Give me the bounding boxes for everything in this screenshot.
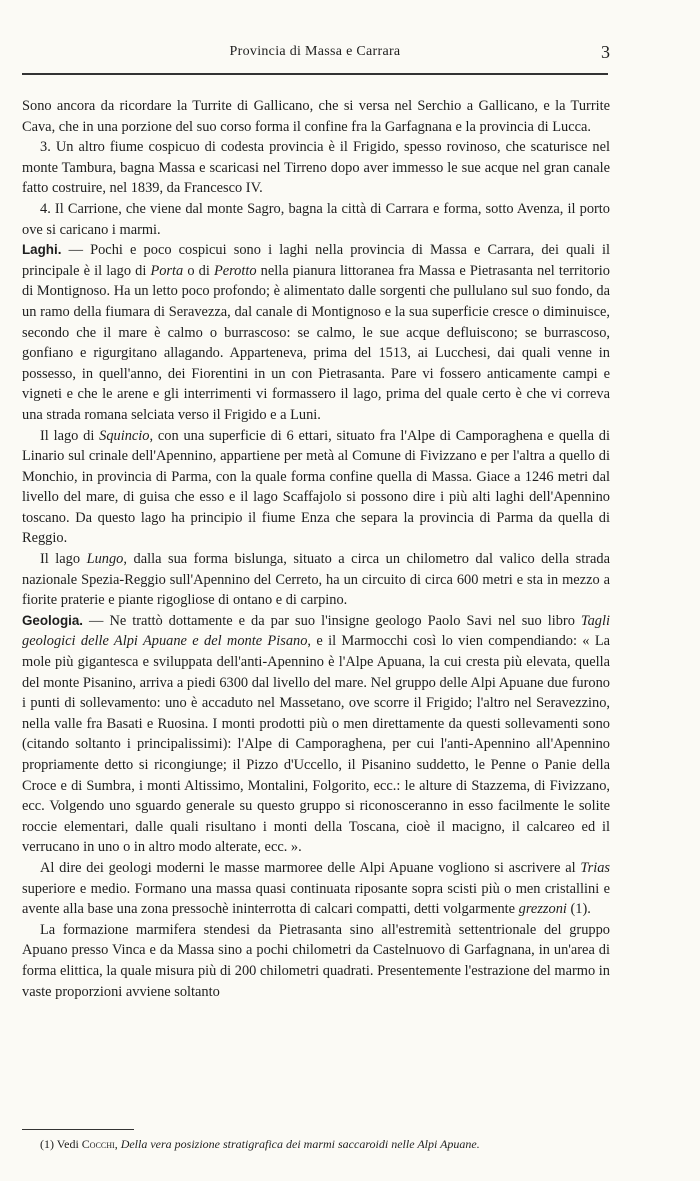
body-text bbox=[22, 96, 610, 1002]
header-title: Provincia di Massa e Carrara bbox=[229, 44, 401, 59]
paragraph-geologia: Geologia. — Ne trattò dottamente e da par suo l'insigne geologo Paolo Savi nel suo libro Tagli geologici delle Alpi Apuane e del monte Pisano, e il Marmocchi così lo vien compendiando: « La mole più gigantesca e sviluppata dell'anti-Apennino è l'Alpe Apuana, la cui cresta più elevata, quella del monte Pisanino, arriva a piedi 6300 dal livello del mare. Nel gruppo delle Alpi Apuane due furono i punti di sollevamento: uno è accaduto nel Massetano, ove scorre il Frigido; l'altro nel Seravezzino, nella valle fra Basati e Ruosina. I monti prodotti più o men direttamente da questi sollevamenti sono (citando soltanto i principalissimi): l'Alpe di Camporaghena, per cui l'anti-Apennino all'Apennino propriamente detto si ricongiunge; il Pizzo d'Uccello, il Pisanino suddetto, le Penne o Panie della Croce e di Sumbra, i monti Altissimo, Montalini, Folgorito, ecc.: le alture di Stazzema, di Fivizzano, ecc. Volgendo uno sguardo generale su questo gruppo si riconosceranno in esso facilmente le solite roccie elementari, dalle quali risultano i monti della Toscana, cioè il macigno, il calcareo ed il verrucano in uno o in altro modo alterate, ecc. ». bbox=[22, 612, 611, 856]
header-rule bbox=[22, 73, 608, 75]
paragraph-carrione: 4. Il Carrione, che viene dal monte Sagro, bagna la città di Carrara e forma, sotto Avenza, il porto ove si caricano i marmi. bbox=[22, 200, 610, 238]
footnote: (1) Vedi Cocchi, Della vera posizione stratigrafica dei marmi saccaroidi nelle Alpi Apuane. bbox=[40, 1137, 480, 1151]
section-label-laghi: Laghi. bbox=[22, 242, 62, 258]
paragraph-formazione: La formazione marmifera stendesi da Pietrasanta sino all'estremità settentrionale del gruppo Apuano presso Vinca e da Massa sino a pochi chilometri da Castelnuovo di Garfagnana, in un'area di forma elittica, la quale misura più di 200 chilometri quadrati. Presentemente l'estrazione del marmo in vaste proporzioni avviene soltanto bbox=[22, 921, 610, 1000]
book-title: Tagli geologici delle Alpi Apuane e del monte Pisano bbox=[22, 612, 610, 650]
footnote-rule bbox=[22, 1129, 134, 1130]
lake-name-lungo: Lungo bbox=[86, 551, 124, 568]
term-grezzoni: grezzoni bbox=[518, 901, 567, 918]
running-header bbox=[22, 44, 608, 66]
page-number: 3 bbox=[601, 42, 610, 62]
paragraph-squincio: Il lago di Squincio, con una superficie di 6 ettari, situato fra l'Alpe di Camporaghena e quella di Linario sul crinale dell'Apennino, appartiene per metà al Comune di Fivizzano e per l'altra a quello di Monchio, in provincia di Parma, con la quale forma confine quella di Massa. Giace a 1246 metri dal livello del mare, di guisa che esso e il lago Scaffajolo si possono dire i più alti laghi dell'Apennino toscano. Da questo lago ha principio il fiume Enza che separa la provincia di Parma da quella di Reggio. bbox=[22, 427, 610, 547]
lake-name-squincio: Squincio bbox=[99, 427, 150, 444]
paragraph-trias: Al dire dei geologi moderni le masse marmoree delle Alpi Apuane vogliono si ascrivere al Trias superiore e medio. Formano una massa quasi continuata riposante sopra scisti più o men cristallini e avente alla base una zona pressochè ininterrotta di calcari compatti, detti volgarmente grezzoni (1). bbox=[22, 859, 610, 918]
paragraph-frigido: 3. Un altro fiume cospicuo di codesta provincia è il Frigido, spesso rovinoso, che scaturisce nel monte Tambura, bagna Massa e scaricasi nel Tirreno dopo aver immesso le sue acque nel gran canale fatto costruire, nel 1839, da Francesco IV. bbox=[22, 139, 610, 197]
lake-name-perotto: Perotto bbox=[213, 262, 257, 279]
paragraph-lungo: Il lago Lungo, dalla sua forma bislunga, situato a circa un chilometro dal valico della strada nazionale Spezia-Reggio sull'Apennino del Cerreto, ha un circuito di circa 600 metri e sta in mezzo a fiorite praterie e piante rigogliose di ontano e di carpino. bbox=[22, 551, 610, 609]
term-trias: Trias bbox=[580, 859, 610, 876]
footnote-title: Della vera posizione stratigrafica dei marmi saccaroidi nelle Alpi Apuane. bbox=[120, 1137, 480, 1151]
paragraph-laghi: Laghi. — Pochi e poco cospicui sono i laghi nella provincia di Massa e Carrara, dei quali il principale è il lago di Porta o di Perotto nella pianura littoranea fra Massa e Pietrasanta nel territorio di Montignoso. Ha un letto poco profondo; è alimentato dalle sorgenti che pullulano sul suo fondo, da un ramo della fiumara di Seravezza, dal canale di Montignoso e la sua superficie cresce o diminuisce, secondo che il mare è calmo o burrascoso: se calmo, le sue acque defluiscono; se burrascoso, gonfiano e rigurgitano allagando. Apparteneva, prima del 1513, ai Lucchesi, dai quali venne in possesso, in quell'anno, dei Fiorentini in un con Pietrasanta. Pare vi fossero anticamente campi e vigneti e che le arene e gli interrimenti vi formassero il lago, prima del quale certo è che vi correva una strada romana selciata verso il Frigido e a Luni. bbox=[22, 242, 610, 423]
paragraph-turrite: Sono ancora da ricordare la Turrite di Gallicano, che si versa nel Serchio a Gallicano, e la Turrite Cava, che in una porzione del suo corso forma il confine fra la Garfagnana e la provincia di Lucca. bbox=[22, 98, 610, 135]
footnote-author: Cocchi bbox=[81, 1137, 115, 1151]
lake-name-porta: Porta bbox=[150, 262, 184, 279]
section-label-geologia: Geologia. bbox=[22, 612, 84, 628]
